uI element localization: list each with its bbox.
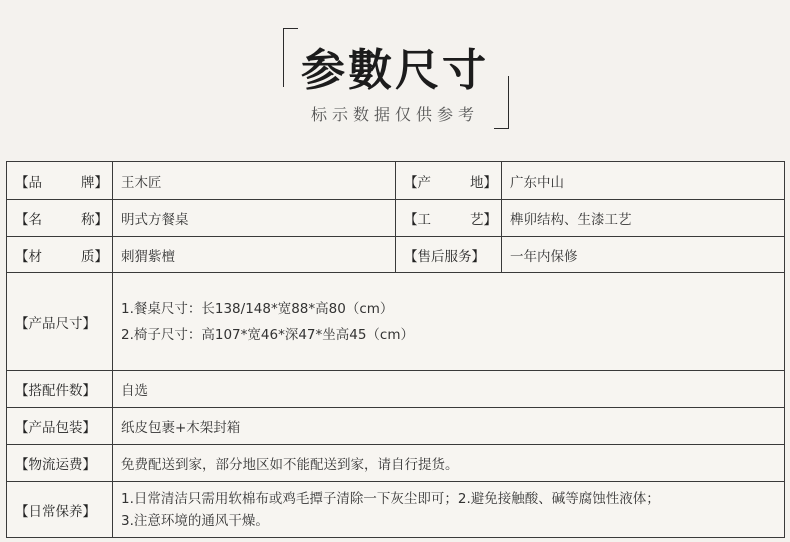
size-label: 【产品尺寸】 bbox=[7, 273, 113, 371]
table-row bbox=[7, 482, 785, 538]
brand-value: 王木匠 bbox=[113, 162, 396, 200]
table-row bbox=[7, 371, 785, 408]
material-value: 刺猬紫檀 bbox=[113, 237, 396, 273]
service-label: 【售后服务】 bbox=[396, 237, 502, 273]
table-row bbox=[7, 200, 785, 237]
care-line-2: 3.注意环境的通风干燥。 bbox=[121, 512, 269, 529]
package-label: 【产品包装】 bbox=[7, 408, 113, 445]
size-line-1: 1.餐桌尺寸：长138/148*宽88*高80（cm） bbox=[121, 300, 394, 317]
table-row bbox=[7, 408, 785, 445]
page-subtitle: 标示数据仅供参考 bbox=[310, 105, 479, 124]
care-label: 【日常保养】 bbox=[7, 482, 113, 538]
table-row bbox=[7, 445, 785, 482]
accessory-label: 【搭配件数】 bbox=[7, 371, 113, 408]
craft-value: 榫卯结构、生漆工艺 bbox=[502, 200, 785, 237]
size-value bbox=[113, 273, 785, 371]
name-value: 明式方餐桌 bbox=[113, 200, 396, 237]
care-line-1: 1.日常清洁只需用软棉布或鸡毛撢子清除一下灰尘即可；2.避免接触酸、碱等腐蚀性液体； bbox=[121, 490, 660, 507]
header bbox=[0, 0, 790, 160]
care-value bbox=[113, 482, 785, 538]
table-row bbox=[7, 162, 785, 200]
material-label: 【材 质】 bbox=[7, 237, 113, 273]
size-line-2: 2.椅子尺寸：高107*宽46*深47*坐高45（cm） bbox=[121, 326, 415, 343]
page-title: 参數尺寸 bbox=[301, 45, 489, 96]
table-row bbox=[7, 273, 785, 371]
package-value: 纸皮包裹+木架封箱 bbox=[113, 408, 785, 445]
accessory-value: 自选 bbox=[113, 371, 785, 408]
origin-label: 【产 地】 bbox=[396, 162, 502, 200]
table-row bbox=[7, 237, 785, 273]
shipping-value: 免费配送到家，部分地区如不能配送到家，请自行提货。 bbox=[113, 445, 785, 482]
craft-label: 【工 艺】 bbox=[396, 200, 502, 237]
parameter-table bbox=[6, 161, 785, 538]
brand-label: 【品 牌】 bbox=[7, 162, 113, 200]
name-label: 【名 称】 bbox=[7, 200, 113, 237]
service-value: 一年内保修 bbox=[502, 237, 785, 273]
origin-value: 广东中山 bbox=[502, 162, 785, 200]
shipping-label: 【物流运费】 bbox=[7, 445, 113, 482]
